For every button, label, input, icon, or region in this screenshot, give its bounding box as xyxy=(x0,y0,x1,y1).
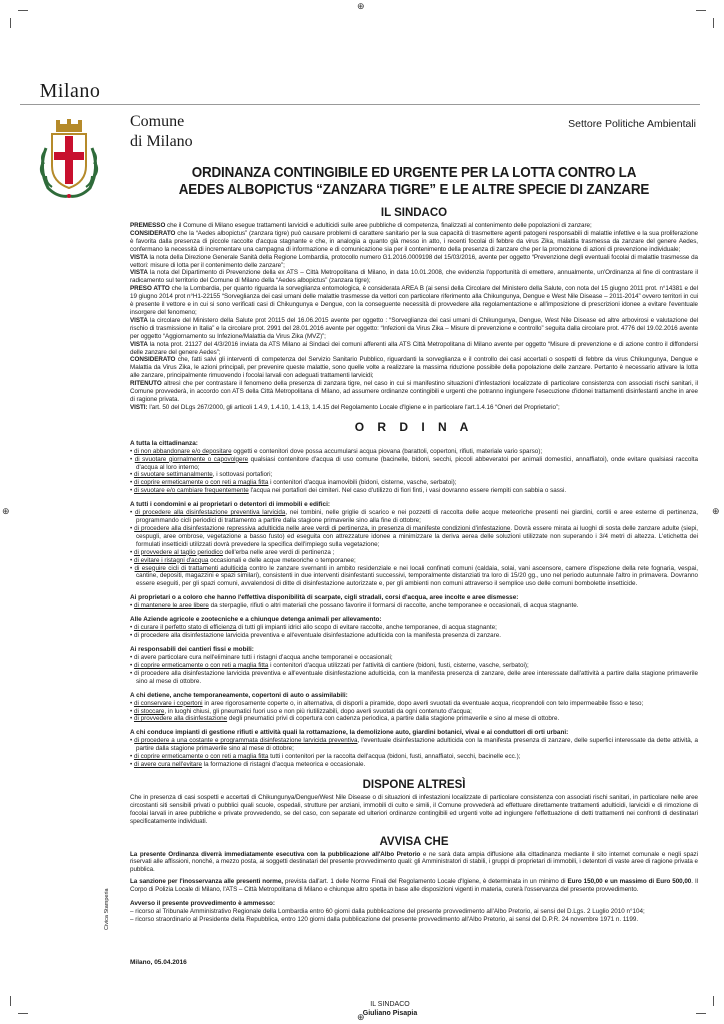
ordina-bullet-item: • di avere particolare cura nell'eliminare tutti i ristagni d'acqua anche temporanei e occasionali; xyxy=(130,653,393,661)
ordina-bullet-text: degli pneumatici privi di copertura con cadenza periodica, a partire dalla stagione primaverile e sino al mese di ottobre. xyxy=(227,715,560,723)
crop-mark xyxy=(18,10,28,11)
title-line1: ORDINANZA CONTINGIBILE ED URGENTE PER LA LOTTA CONTRO LA xyxy=(191,165,637,181)
ordina-bullet-text: di tutti gli impianti idrici allo scopo di evitare raccolte, anche temporanee, di acqua stagnante; xyxy=(236,624,497,632)
premesso-paragraph xyxy=(130,404,698,412)
avvisa-paragraph-1 xyxy=(130,851,698,875)
il-sindaco-heading: IL SINDACO xyxy=(380,207,448,219)
ordina-bullet-text: . Dovrà essere mirata ai luoghi di sosta delle zanzare adulte (siepi, cespugli, aree ombrose, vegetazione a basso fusto) ed eseguita con attrezzature idonee a minimizzare la deriva aerea delle soluzioni utilizzate non superando i 3/4 metri di altezza. L'etichetta dei formulati insetticidi utilizzati dovrà prevedere la specifica dell'impiego sulla vegetazione; xyxy=(136,525,698,548)
avverso-item-text: ricorso straordinario al Presidente della Repubblica, entro 120 giorni dalla pubblicazione del presente provvedimento all'Albo Pretorio, ai sensi del D.P.R. 24 novembre 1971 n. 1199. xyxy=(135,916,639,923)
ordina-block xyxy=(130,440,698,769)
premesso-paragraph xyxy=(130,230,698,254)
signature-role: IL SINDACO xyxy=(370,1001,410,1008)
ordina-bullet-text: da sterpaglie, rifiuti o altri materiali che possano favorire il formarsi di raccolte, anche temporanee e occasionali, di acqua stagnante. xyxy=(208,602,579,610)
ordina-section-title: A chi conduce impianti di gestione rifiuti e attività quali la rottamazione, la demolizione auto, giardini botanici, vivai e ai conduttori di orti urbani: xyxy=(130,729,569,737)
ordina-bullet-underlined: di procedere alla disinfestazione preventiva larvicida xyxy=(134,509,286,517)
department-name: Settore Politiche Ambientali xyxy=(568,118,696,130)
title-line2: AEDES ALBOPICTUS “ZANZARA TIGRE” E LE ALTRE SPECIE DI ZANZARE xyxy=(178,182,650,198)
ordina-bullet-text: oggetti e contenitori dove possa accumularsi acqua piovana (barattoli, copertoni, rifiuti, materiale vario sparso); xyxy=(231,447,543,455)
ordina-bullet-item: • di procedere alla disinfestazione repressiva adulticida nelle aree verdi di pertinenza, in presenza di manifeste condizioni d'infestazione. Dovrà essere mirata ai luoghi di sosta delle zanzare adulte (siepi, cespugli, aree ombrose, vegetazione a basso fusto) ed eseguita con attrezzature idonee a minimizzare la deriva aerea delle soluzioni utilizzate non superando i 3/4 metri di altezza. L'etichetta dei formulati insetticidi utilizzati dovrà prevedere la specifica dell'impiego sulla vegetazione; xyxy=(130,525,698,548)
premesso-keyword: VISTA xyxy=(130,340,148,348)
premesso-paragraph xyxy=(130,356,698,380)
premesso-paragraph xyxy=(130,254,698,270)
avverso-item: – ricorso straordinario al Presidente della Repubblica, entro 120 giorni dalla pubblicazione del presente provvedimento all'Albo Pretorio, ai sensi del D.P.R. 24 novembre 1971 n. 1199. xyxy=(130,916,639,923)
ordina-bullet-item: • di coprire ermeticamente o con reti a maglia fitta tutti i contenitori per la raccolta dell'acqua (bidoni, fusti, annaffiatoi, secchi, bacinelle ecc.); xyxy=(130,753,521,761)
ordina-bullet-item: • di evitare i ristagni d'acqua occasionali e delle acque meteoriche o temporanee; xyxy=(130,556,356,564)
avvisa-paragraph-2 xyxy=(130,878,698,894)
ordina-bullet-item: • di curare il perfetto stato di efficienza di tutti gli impianti idrici allo scopo di evitare raccolte, anche temporanee, di acqua stagnante; xyxy=(130,624,497,632)
registration-mark-top: ⊕ xyxy=(357,1,365,11)
ordina-bullet-underlined: di conservare i copertoni xyxy=(133,699,203,707)
ordina-bullet-text: di procedere alla disinfestazione larvicida preventiva e all'eventuale disinfestazione adulticida con la manifesta presenza di zanzare. xyxy=(133,632,501,640)
ordina-bullet-item: • di eseguire cicli di trattamenti adulticida contro le zanzare svernanti in ambito residenziale e nei locali confinati comuni (caldaia, solai, vani ascensore, camere d'ispezione della rete fognaria, vespai, cantine, depositi, magazzini e spazi similari), consistenti in due interventi disinfestanti successivi, temporalmente distanziati tra loro di 15/20 gg., uno nel periodo autunnale l'altro in primavera. Dovranno essere eseguiti, per gli spazi comuni, avvalendosi di ditte di disinfestazione autorizzate e, per gli ambienti non comuni attraverso il semplice uso delle comuni bombolette insetticide. xyxy=(130,564,698,588)
ordina-bullet-item: • di procedere alla disinfestazione larvicida preventiva e all'eventuale disinfestazione adulticida con la manifesta presenza di zanzare. xyxy=(130,632,501,640)
ordina-bullet-text: , in luoghi chiusi, gli pneumatici fuori uso e non più riutilizzabili, dopo averli svuotati da ogni contenuto d'acqua; xyxy=(164,707,472,715)
ordina-bullet-underlined: di curare il perfetto stato di efficienza xyxy=(133,624,237,632)
ordina-bullet-item: • di stoccare, in luoghi chiusi, gli pneumatici fuori uso e non più riutilizzabili, dopo averli svuotati da ogni contenuto d'acqua; xyxy=(130,707,472,715)
ordina-bullet-item: • di non abbandonare e/o depositare oggetti e contenitori dove possa accumularsi acqua piovana (barattoli, copertoni, rifiuti, materiale vario sparso); xyxy=(130,447,543,455)
avverso-item: – ricorso al Tribunale Amministrativo Regionale della Lombardia entro 60 giorni dalla pubblicazione del presente provvedimento all'Albo Pretorio, ai sensi del D.Lgs. 2 Luglio 2010 n°104; xyxy=(130,908,645,916)
ordina-bullet-item: • di svuotare e/o cambiare frequentemente l'acqua nei portafiori dei cimiteri. Nel caso d'utilizzo di fiori finti, i vasi dovranno essere riempiti con sabbia o sassi. xyxy=(130,487,567,495)
ordina-bullet-underlined: di avere cura nell'evitare xyxy=(133,761,203,769)
premesso-block xyxy=(130,222,698,412)
avvisa-p1-text: e ne sarà data ampia diffusione alla cittadinanza mediante il sito internet comunale e negli spazi riservati alle affissioni, nonché, a mezzo posta, ai soggetti destinatari del presente provvedimento quali: gli Amministratori di stabili, i gruppi di proprietari di immobili, i detentori di vaste aree di ragione privata e pubblica. xyxy=(130,850,698,874)
ordina-bullet-underlined: di procedere alla disinfestazione repressiva adulticida nelle aree verdi di pertinenza, in presenza di manifeste condizioni d'infestazione xyxy=(134,525,511,532)
ordina-bullet-item: • di mantenere le aree libere da sterpaglie, rifiuti o altri materiali che possano favorire il formarsi di raccolte, anche temporanee e occasionali, di acqua stagnante. xyxy=(130,602,579,610)
ordina-bullet-item: • di conservare i copertoni in aree rigorosamente coperte o, in alternativa, di disporli a piramide, dopo averli svuotati da eventuale acqua, ricoprendoli con telo impermeabile fisso e teso; xyxy=(130,699,644,707)
ordina-bullet-item: • di procedere alla disinfestazione larvicida preventiva e all'eventuale disinfestazione adulticida, con la manifesta presenza di zanzare, delle aree interessate dall'attività a partire dalla stagione primaverile sino al mese di ottobre. xyxy=(130,669,698,685)
avvisa-p2-bold: La sanzione per l'inosservanza alle presenti norme, xyxy=(130,878,284,886)
premesso-keyword: VISTA xyxy=(130,316,148,324)
ordina-bullet-underlined: di non abbandonare e/o depositare xyxy=(133,447,232,455)
ordina-bullet-underlined: di svuotare settimanalmente xyxy=(133,471,213,479)
ordina-section-title: A tutti i condomini e ai proprietari o detentori di immobili e edifici: xyxy=(130,501,331,509)
premesso-text: la nota della Direzione Generale Sanità della Regione Lombardia, protocollo numero G1.2016.0009198 del 15/03/2016, avente per oggetto “Prevenzione degli eventuali focolai di malattie trasmesse da vettori: misure di lotta per il contenimento delle zanzare”; xyxy=(130,253,698,269)
crop-mark xyxy=(10,996,11,1006)
ordina-section-title: Ai proprietari o a coloro che hanno l'effettiva disponibilità di scarpate, cigli stradali, corsi d'acqua, aree incolte e aree dismesse: xyxy=(130,594,519,602)
premesso-text: l'art. 50 del DLgs 267/2000, gli articoli 1.4.9, 1.4.10, 1.4.13, 1.4.15 del Regolamento Locale d'Igiene e in particolare l'art.1.4.16 “Oneri del Proprietario”; xyxy=(147,403,560,411)
ordina-bullet-text: , i sottovasi portafiori; xyxy=(212,471,273,479)
ordina-heading: O R D I N A xyxy=(354,419,474,434)
registration-mark-left: ⊕ xyxy=(2,506,10,516)
premesso-paragraph xyxy=(130,269,698,285)
premesso-text: che la “Aedes albopictus” (zanzara tigre) può causare problemi di carattere sanitario per la sua capacità di trasmettere agenti patogeni responsabili di malattie infettive e la sua proliferazione è favorita dalla presenza di piccole raccolte d'acqua stagnante e che, in analogia a quanto già messo in atto, i recenti focolai di febbre da virus Zika, malattia trasmessa da zanzare del genere Aedes, confermano la necessità di incrementare una campagna di informazione e di comunicazione sia per il contenimento della presenza di zanzare che per la promozione di azioni di prevenzione individuale; xyxy=(130,229,698,253)
crop-mark xyxy=(10,18,11,28)
avvisa-heading: AVVISA CHE xyxy=(379,835,449,848)
premesso-keyword: CONSIDERATO xyxy=(130,229,176,237)
ordina-section-title: Ai responsabili dei cantieri fissi e mobili: xyxy=(130,645,254,653)
comune-logo-text xyxy=(130,112,193,152)
premesso-text: che, fatti salvi gli interventi di competenza del Servizio Sanitario Pubblico, riguardanti la sorveglianza e il controllo dei casi accertati o sospetti di febbre da virus Chikungunya, Dengue e Malattia da Virus Zika, le azioni principali, per prevenire queste malattie, sono quelle volte a realizzare la massima riduzione possibile della popolazione delle zanzare. Pertanto è necessario attivare la lotta alle zanzare, principalmente rimuovendo i focolai larvali con adeguati trattamenti larvicidi; xyxy=(130,356,698,380)
premesso-keyword: CONSIDERATO xyxy=(130,356,176,364)
ordina-bullet-text: qualsiasi contenitore d'acqua di uso comune (bacinelle, bidoni, secchi, piccoli abbeveratoi per animali domestici, annaffiatoi), onde evitare qualsiasi raccolta d'acqua al loro interno; xyxy=(136,455,698,471)
avverso-title: Avverso il presente provvedimento è ammesso: xyxy=(130,900,276,908)
crop-mark xyxy=(696,1013,706,1014)
ordinance-body xyxy=(130,165,698,924)
ordina-bullet-underlined: di provvedere alla disinfestazione xyxy=(133,715,228,723)
avvisa-p1-bold: La presente Ordinanza diverrà immediatamente esecutiva con la pubblicazione all'Albo Pretorio xyxy=(130,850,421,858)
ordina-bullet-item: • di svuotare settimanalmente, i sottovasi portafiori; xyxy=(130,471,273,479)
ordina-bullet-underlined: di stoccare xyxy=(133,707,165,715)
avvisa-p2-text2: . Il Corpo di Polizia Locale di Milano, l'ATS – Città Metropolitana di Milano e chiunque altro spetta in base alle disposizioni vigenti in materia, curerà l'osservanza del presente provvedimento. xyxy=(130,878,699,894)
ordina-bullet-underlined: di evitare i ristagni d'acqua xyxy=(133,556,209,564)
avverso-list xyxy=(130,908,698,924)
header-divider xyxy=(20,104,700,105)
registration-mark-bottom: ⊕ xyxy=(357,1012,365,1022)
ordina-bullet-underlined: di coprire ermeticamente o con reti a maglia fitta xyxy=(133,753,269,761)
ordina-bullet-item: • di svuotare giornalmente o capovolgere qualsiasi contenitore d'acqua di uso comune (bacinelle, bidoni, secchi, piccoli abbeveratoi per animali domestici, annaffiatoi), onde evitare qualsiasi raccolta d'acqua al loro interno; xyxy=(130,455,698,471)
ordina-bullet-underlined: di procedere a una costante e programmata disinfestazione larvicida preventiva xyxy=(134,737,358,745)
premesso-text: la nota del Dipartimento di Prevenzione della ex ATS – Città Metropolitana di Milano, in data 10.01.2008, che evidenzia l'opportunità di emettere, annualmente, un'Ordinanza al fine di contrastare il radicamento sul territorio del Comune di Milano della “Aedes albopictus” (zanzara tigre); xyxy=(130,269,698,285)
premesso-keyword: VISTI: xyxy=(130,403,148,411)
city-header xyxy=(20,80,120,103)
ordina-bullet-item: • di procedere a una costante e programmata disinfestazione larvicida preventiva, l'eventuale disinfestazione adulticida con la manifesta presenza di zanzare, delle superfici interessate da dette attività, a partire dalla stagione primaverile sino al mese di ottobre; xyxy=(130,737,698,753)
crop-mark xyxy=(696,10,706,11)
premesso-keyword: RITENUTO xyxy=(130,380,162,388)
ordina-bullet-underlined: di svuotare e/o cambiare frequentemente xyxy=(133,487,249,495)
registration-mark-right: ⊕ xyxy=(712,506,720,516)
crop-mark xyxy=(713,18,714,28)
city-name: Milano xyxy=(39,80,101,102)
comune-line2: di Milano xyxy=(130,133,193,150)
signature-name: Giuliano Pisapia xyxy=(362,1010,418,1017)
ordina-bullet-text: , nei tombini, nelle griglie di scarico e nei pozzetti di raccolta delle acque meteoriche presenti nei giardini, cortili e aree esterne di pertinenza, programmando cicli periodici di trattamento a partire dalla stagione primaverile sino alla fine di ottobre; xyxy=(136,509,698,525)
crop-mark xyxy=(18,1013,28,1014)
crop-mark xyxy=(713,996,714,1006)
dispone-text: Che in presenza di casi sospetti e accertati di Chikungunya/Dengue/West Nile Disease o di situazioni di infestazioni localizzate di particolare consistenza con associati rischi sanitari, in particolare nelle aree circostanti siti sensibili privati o pubblici quali scuole, ospedali, strutture per anziani, immobili di culto e simili, il Comune provvederà ad effettuare direttamente trattamenti adulticidi, larvicidi e di rimozione di focolai larvali in aree pubbliche e private provvedendo, se del caso, con separate ed ulteriori ordinanze contingibili ed urgenti volte ad ingiungere l'effettuazione di detti trattamenti nei confronti di destinatari specificatamente individuati. xyxy=(130,793,698,825)
premesso-text: che il Comune di Milano esegue trattamenti larvicidi e adulticidi sulle aree pubbliche di competenza, finalizzati al contenimento delle popolazioni di zanzare; xyxy=(165,222,592,229)
premesso-paragraph xyxy=(130,317,698,341)
ordina-bullet-item: • di provvedere alla disinfestazione degli pneumatici privi di copertura con cadenza periodica, a partire dalla stagione primaverile e sino al mese di ottobre. xyxy=(130,715,560,723)
comune-line1: Comune xyxy=(130,113,185,130)
printer-credit: Civica Stamperia xyxy=(104,888,110,930)
avvisa-p2-text: prevista dall'art. 1 delle Norme Finali del Regolamento Locale d'Igiene, è determinata in un minimo di xyxy=(283,878,568,886)
ordina-bullet-item: • di provvedere al taglio periodico dell'erba nelle aree verdi di pertinenza ; xyxy=(130,548,335,556)
ordina-section-title: A tutta la cittadinanza: xyxy=(130,439,198,447)
ordina-bullet-text: , l'eventuale disinfestazione adulticida con la manifesta presenza di zanzare, delle superfici interessate da dette attività, a partire dalla stagione primaverile sino al mese di ottobre; xyxy=(136,737,698,753)
ordina-bullet-text: di procedere alla disinfestazione larvicida preventiva e all'eventuale disinfestazione adulticida, con la manifesta presenza di zanzare, delle aree interessate dall'attività a partire dalla stagione primaverile sino al mese di ottobre. xyxy=(134,669,698,685)
premesso-text: altresì che per contrastare il fenomeno della presenza di zanzara tigre, nel caso in cui si manifestino situazioni d'infestazioni localizzate di particolare consistenza con associati rischi sanitari, il Comune provvederà, in accordo con ATS della Città Metropolitana di Milano, ad assumere ordinanze contingibili e urgenti che potranno ingiungere l'esecuzione d'idonei trattamenti disinfestanti anche in aree di ragione privata. xyxy=(130,380,698,403)
ordina-bullet-underlined: di mantenere le aree libere xyxy=(133,602,209,610)
ordina-bullet-text: tutti i contenitori per la raccolta dell'acqua (bidoni, fusti, annaffiatoi, secchi, bacinelle ecc.); xyxy=(268,753,521,761)
premesso-text: la nota prot. 21127 del 4/3/2016 inviata da ATS Milano ai Sindaci dei comuni afferenti alla ATS Città Metropolitana di Milano avente per oggetto “Misure di prevenzione e di azione contro il diffondersi delle zanzare del genere Aedes”; xyxy=(130,340,698,356)
ordina-bullet-underlined: di coprire ermeticamente o con reti a maglia fitta xyxy=(133,479,269,487)
ordina-section-title: A chi detiene, anche temporaneamente, copertoni di auto o assimilabili: xyxy=(130,691,348,699)
ordina-bullet-text: in aree rigorosamente coperte o, in alternativa, di disporli a piramide, dopo averli svuotati da eventuale acqua, ricoprendoli con telo impermeabile fisso e teso; xyxy=(202,699,644,707)
dispone-heading: DISPONE ALTRESÌ xyxy=(362,778,466,791)
avvisa-p2-amount: Euro 150,00 e un massimo di Euro 500,00 xyxy=(567,878,692,886)
ordina-bullet-item: • di avere cura nell'evitare la formazione di ristagni d'acqua meteorica e occasionale. xyxy=(130,761,366,769)
avverso-item-text: ricorso al Tribunale Amministrativo Regionale della Lombardia entro 60 giorni dalla pubblicazione del presente provvedimento all'Albo Pretorio, ai sensi del D.Lgs. 2 Luglio 2010 n°104; xyxy=(135,908,645,916)
ordina-bullet-item: • di coprire ermeticamente o con reti a maglia fitta i contenitori d'acqua utilizzati per l'attività di cantiere (bidoni, fusti, cisterne, vasche, serbatoi); xyxy=(130,661,529,669)
premesso-text: che la Lombardia, per quanto riguarda la sorveglianza entomologica, è considerata AREA B (ai sensi della Circolare del Ministero della Salute, con nota del 15 giugno 2011 prot. n°14381 e del 19 giugno 2014 prot n°H1-22155 “Sorveglianza dei casi umani delle malattie trasmesse da vettori con particolare riferimento alla Chikungunya, Dengue e West Nile Disease – 2011-2014” ovvero territori in cui è presente il vettore e in cui si sono verificati casi di Chikungunya e Dengue, con la conseguente necessità di provvedere alla regolamentazione e all'imposizione di prescrizioni idonee a evitare l'eventuale insorgere del fenomeno; xyxy=(130,285,698,316)
premesso-paragraph xyxy=(130,341,698,357)
document-date: Milano, 05.04.2016 xyxy=(130,959,187,966)
premesso-paragraph xyxy=(130,222,698,230)
ordina-bullet-item: • di coprire ermeticamente o con reti a maglia fitta i contenitori d'acqua inamovibili (bidoni, cisterne, vasche, serbatoi); xyxy=(130,479,457,487)
ordina-bullet-text: i contenitori d'acqua utilizzati per l'attività di cantiere (bidoni, fusti, cisterne, vasche, serbatoi); xyxy=(268,661,529,669)
ordina-bullet-text: la formazione di ristagni d'acqua meteorica e occasionale. xyxy=(202,761,366,769)
signature-block xyxy=(340,1000,440,1018)
ordina-bullet-text: i contenitori d'acqua inamovibili (bidoni, cisterne, vasche, serbatoi); xyxy=(268,479,457,487)
ordina-section-title: Alle Aziende agricole e zootecniche e a chiunque detenga animali per allevamento: xyxy=(130,616,382,624)
ordina-bullet-text: l'acqua nei portafiori dei cimiteri. Nel caso d'utilizzo di fiori finti, i vasi dovranno essere riempiti con sabbia o sassi. xyxy=(248,487,567,495)
ordina-bullet-text: dell'erba nelle aree verdi di pertinenza ; xyxy=(222,548,335,556)
ordina-bullet-item: • di procedere alla disinfestazione preventiva larvicida, nei tombini, nelle griglie di scarico e nei pozzetti di raccolta delle acque meteoriche presenti nei giardini, cortili e aree esterne di pertinenza, programmando cicli periodici di trattamento a partire dalla stagione primaverile sino alla fine di ottobre; xyxy=(130,509,698,525)
ordinance-title xyxy=(153,165,676,199)
ordina-bullet-text: di avere particolare cura nell'eliminare tutti i ristagni d'acqua anche temporanei e occasionali; xyxy=(133,653,393,661)
premesso-paragraph xyxy=(130,285,698,317)
premesso-text: la circolare del Ministero della Salute prot 20115 del 16.06.2015 avente per oggetto : “Sorveglianza dei casi umani di Chikungunya, Dengue, West Nile Disease ed altre arbovirosi e valutazione del rischio di trasmissione in Italia” e la circolare prot. 2991 del 28.01.2016 avente per oggetto: “Infezioni da Virus Zika – Misure di prevenzione e controllo” seguita dalla circolare prot. 4776 del 19.02.2016 avente per oggetto “Aggiornamento su Infezione/Malattia da Virus Zika (MVZ)”; xyxy=(130,316,698,340)
premesso-keyword: PRESO ATTO xyxy=(130,285,170,293)
premesso-keyword: PREMESSO xyxy=(130,222,166,229)
ordina-bullet-text: contro le zanzare svernanti in ambito residenziale e nei locali confinati comuni (caldaia, solai, vani ascensore, camere d'ispezione della rete fognaria, vespai, cantine, depositi, magazzini e spazi similari), consistenti in due interventi disinfestanti successivi, temporalmente distanziati tra loro di 15/20 gg., uno nel periodo autunnale l'altro in primavera. Dovranno essere eseguiti, per gli spazi comuni, avvalendosi di ditte di disinfestazione autorizzate e, per gli ambienti non comuni attraverso il semplice uso delle comuni bombolette insetticide. xyxy=(136,564,698,588)
ordina-bullet-underlined: di eseguire cicli di trattamenti adulticida xyxy=(134,564,248,572)
milano-crest-icon xyxy=(34,118,104,200)
premesso-paragraph xyxy=(130,380,698,404)
premesso-keyword: VISTA xyxy=(130,269,148,277)
ordina-bullet-text: occasionali e delle acque meteoriche o temporanee; xyxy=(208,556,356,564)
ordina-bullet-underlined: di svuotare giornalmente o capovolgere xyxy=(134,455,249,463)
ordina-bullet-underlined: di coprire ermeticamente o con reti a maglia fitta xyxy=(133,661,269,669)
ordina-bullet-underlined: di provvedere al taglio periodico xyxy=(133,548,223,556)
premesso-keyword: VISTA xyxy=(130,253,148,261)
